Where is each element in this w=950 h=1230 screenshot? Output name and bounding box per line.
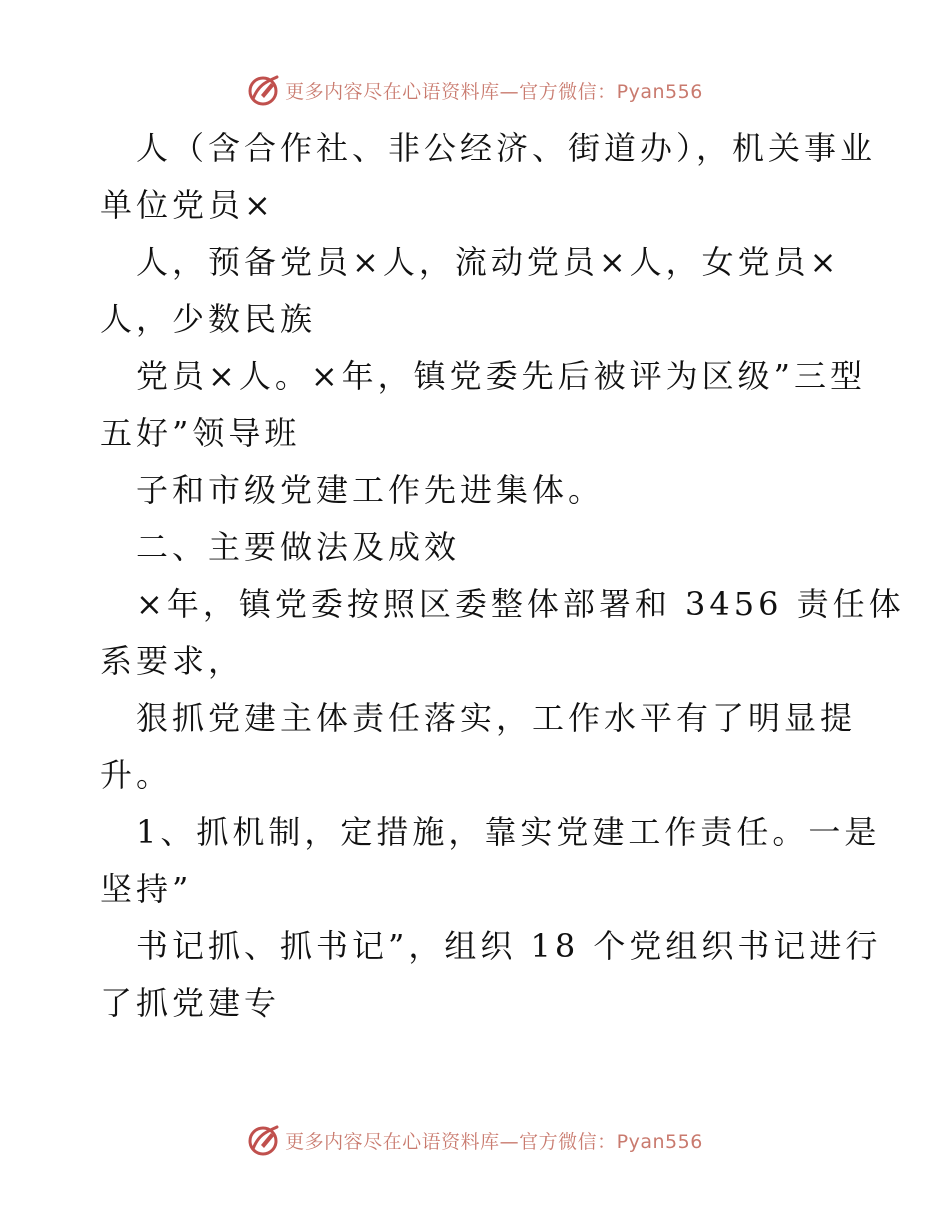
watermark-footer xyxy=(0,1120,950,1160)
text-line: 狠抓党建主体责任落实，工作水平有了明显提 xyxy=(136,699,857,737)
section-heading: 二、主要做法及成效 xyxy=(136,528,461,566)
document-body xyxy=(100,120,905,1032)
watermark-text: 更多内容尽在心语资料库—官方微信：Pyan556 xyxy=(285,80,703,103)
text-line: 了抓党建专 xyxy=(100,984,281,1022)
watermark-header xyxy=(0,70,950,110)
text-line: 升。 xyxy=(100,756,173,794)
text-line: 人，预备党员×人，流动党员×人，女党员× xyxy=(136,243,841,281)
text-line: 单位党员× xyxy=(100,186,275,224)
pen-swirl-logo-icon xyxy=(247,73,281,107)
text-line: 坚持” xyxy=(100,870,193,908)
watermark-text: 更多内容尽在心语资料库—官方微信：Pyan556 xyxy=(285,1130,703,1153)
text-line: 1、抓机制，定措施，靠实党建工作责任。一是 xyxy=(136,813,881,851)
text-line: 人，少数民族 xyxy=(100,300,317,338)
text-line: 书记抓、抓书记”，组织 18 个党组织书记进行 xyxy=(136,927,882,965)
text-line: 子和市级党建工作先进集体。 xyxy=(136,471,605,509)
text-line: 党员×人。×年，镇党委先后被评为区级”三型 xyxy=(136,357,866,395)
pen-swirl-logo-icon xyxy=(247,1123,281,1157)
text-line: 五好”领导班 xyxy=(100,414,301,452)
text-line: 人（含合作社、非公经济、街道办），机关事业 xyxy=(136,129,877,167)
text-line: ×年，镇党委按照区委整体部署和 3456 责任体 xyxy=(136,585,905,623)
text-line: 系要求， xyxy=(100,642,245,680)
